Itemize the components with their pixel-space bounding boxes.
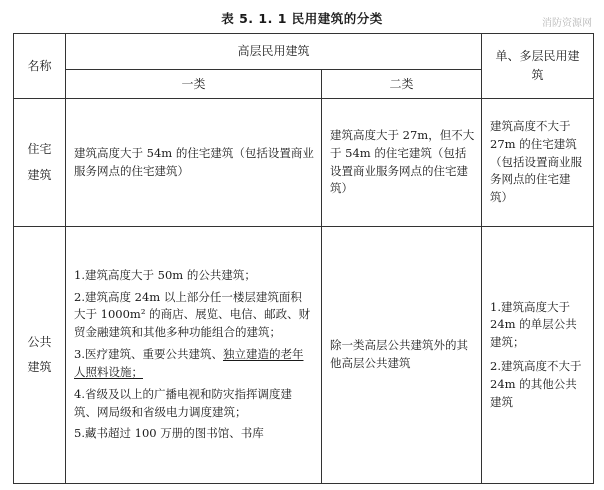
row-label-public [14,227,66,484]
row-label-public-line1: 公共 [27,334,52,349]
residential-class1: 建筑高度大于 54m 的住宅建筑（包括设置商业服务网点的住宅建筑） [66,99,322,227]
public-low-rise-item-2: 2.建筑高度不大于 24m 的其他公共建筑 [490,359,582,409]
public-class1-item-3-underlined: 独立建造的老年人照料设施； [74,347,304,379]
public-low-rise-item-1: 1.建筑高度大于 24m 的单层公共建筑； [490,299,577,350]
header-class2: 二类 [322,70,482,99]
public-class2: 除一类高层公共建筑外的其他高层公共建筑 [322,227,482,484]
public-class1-item-5: 5.藏书超过 100 万册的图书馆、书库 [74,426,264,441]
row-label-public-line2: 建筑 [27,360,52,374]
header-class1: 一类 [66,70,322,99]
public-class1 [66,227,322,484]
public-class1-item-3 [66,344,321,384]
public-class1-item-1: 1.建筑高度大于 50m 的公共建筑； [74,267,256,282]
header-high-rise: 高层民用建筑 [66,34,482,70]
public-class1-item-2: 2.建筑高度 24m 以上部分任一楼层建筑面积大于 1000m² 的商店、展览、电信、邮政、财贸金融建筑和其他多种功能组合的建筑； [74,289,311,340]
table-title: 表 5. 1. 1 民用建筑的分类 [221,11,383,26]
public-low-rise [482,227,594,484]
header-name: 名称 [14,34,66,99]
header-low-rise-line1: 单、多层民用建 [495,49,580,64]
residential-class2: 建筑高度大于 27m，但不大于 54m 的住宅建筑（包括设置商业服务网点的住宅建筑） [322,99,482,227]
row-label-residential-line2: 建筑 [27,167,52,182]
header-low-rise [482,34,594,99]
building-classification-table [13,33,594,484]
row-label-residential [14,99,66,227]
watermark: 消防资源网 [542,18,592,29]
row-label-residential-line1: 住宅 [27,142,52,157]
header-low-rise-line2: 筑 [531,68,544,82]
public-class1-item-3-text: 3.医疗建筑、重要公共建筑、 [74,347,223,362]
residential-low-rise: 建筑高度不大于 27m 的住宅建筑（包括设置商业服务网点的住宅建筑） [482,99,594,227]
public-class1-item-4: 4.省级及以上的广播电视和防灾指挥调度建筑、网局级和省级电力调度建筑； [74,386,292,419]
